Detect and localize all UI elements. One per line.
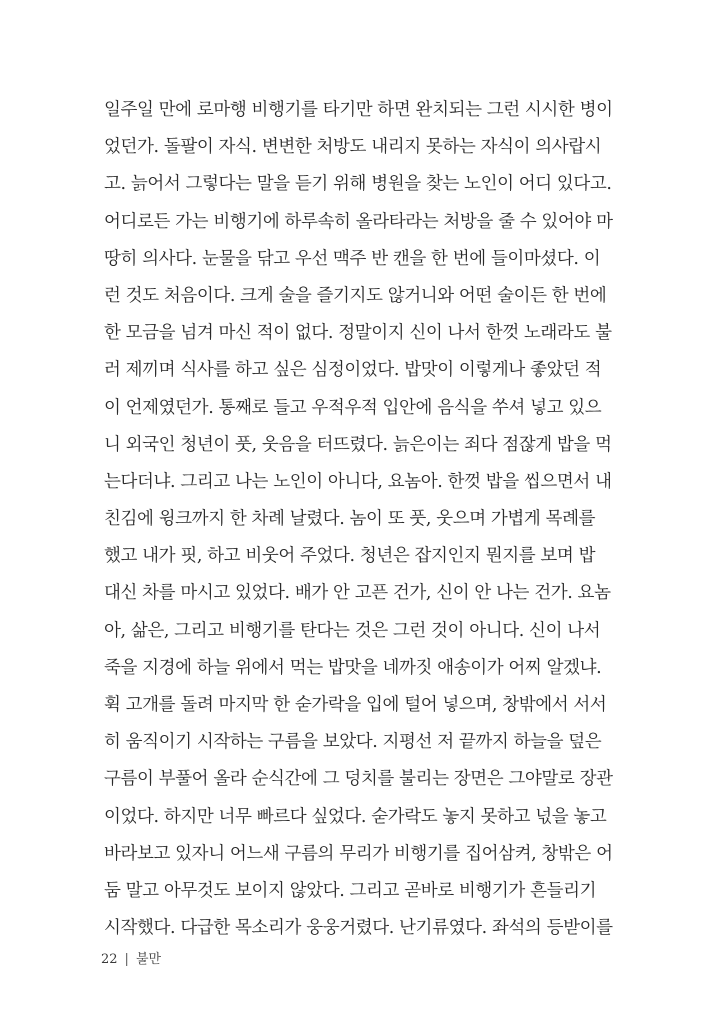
text-line: 아, 삶은, 그리고 비행기를 탄다는 것은 그런 것이 아니다. 신이 나서: [104, 620, 601, 641]
text-line: 대신 차를 마시고 있었다. 배가 안 고픈 건가, 신이 안 나는 건가. 요놈: [104, 583, 611, 604]
text-line: 니 외국인 청년이 풋, 웃음을 터뜨렸다. 늙은이는 죄다 점잖게 밥을 먹: [104, 434, 612, 455]
text-line: 땅히 의사다. 눈물을 닦고 우선 맥주 반 캔을 한 번에 들이마셨다. 이: [104, 248, 601, 269]
page-footer: [101, 948, 161, 967]
body-text: [104, 92, 624, 947]
text-line: 죽을 지경에 하늘 위에서 먹는 밥맛을 네까짓 애송이가 어찌 알겠냐.: [104, 657, 602, 678]
text-line: 러 제끼며 식사를 하고 싶은 심정이었다. 밥맛이 이렇게나 좋았던 적: [104, 360, 602, 381]
text-line: 구름이 부풀어 올라 순식간에 그 덩치를 불리는 장면은 그야말로 장관: [104, 769, 613, 790]
page-number: 22: [101, 952, 118, 967]
text-line: 했고 내가 핏, 하고 비웃어 주었다. 청년은 잡지인지 뭔지를 보며 밥: [104, 546, 596, 567]
text-line: 바라보고 있자니 어느새 구름의 무리가 비행기를 집어삼켜, 창밖은 어: [104, 843, 613, 864]
text-line: 친김에 윙크까지 한 차례 날렸다. 놈이 또 풋, 웃으며 가볍게 목례를: [104, 509, 596, 530]
footer-separator: |: [124, 952, 129, 967]
text-line: 는다더냐. 그리고 나는 노인이 아니다, 요놈아. 한껏 밥을 씹으면서 내: [104, 471, 612, 492]
text-line: 둠 말고 아무것도 보이지 않았다. 그리고 곧바로 비행기가 흔들리기: [104, 880, 597, 901]
text-line: 런 것도 처음이다. 크게 술을 즐기지도 않거니와 어떤 술이든 한 번에: [104, 285, 607, 306]
text-line: 휙 고개를 돌려 마지막 한 숟가락을 입에 털어 넣으며, 창밖에서 서서: [104, 695, 607, 715]
text-line: 어디로든 가는 비행기에 하루속히 올라타라는 처방을 줄 수 있어야 마: [104, 211, 613, 232]
text-line: 었던가. 돌팔이 자식. 변변한 처방도 내리지 못하는 자식이 의사랍시: [104, 137, 602, 158]
text-line: 일주일 만에 로마행 비행기를 타기만 하면 완치되는 그런 시시한 병이: [104, 100, 613, 120]
text-line: 이 언제였던가. 통째로 들고 우적우적 입안에 음식을 쑤셔 넣고 있으: [104, 397, 602, 418]
text-line: 한 모금을 넘겨 마신 적이 없다. 정말이지 신이 나서 한껏 노래라도 불: [104, 323, 612, 344]
text-line: 시작했다. 다급한 목소리가 웅웅거렸다. 난기류였다. 좌석의 등받이를: [104, 918, 613, 939]
text-line: 고. 늙어서 그렇다는 말을 듣기 위해 병원을 찾는 노인이 어디 있다고.: [104, 174, 612, 195]
text-line: 이었다. 하지만 너무 빠르다 싶었다. 숟가락도 놓지 못하고 넋을 놓고: [104, 806, 607, 827]
text-line: 히 움직이기 시작하는 구름을 보았다. 지평선 저 끝까지 하늘을 덮은: [104, 732, 602, 753]
chapter-title: 불만: [135, 952, 162, 967]
